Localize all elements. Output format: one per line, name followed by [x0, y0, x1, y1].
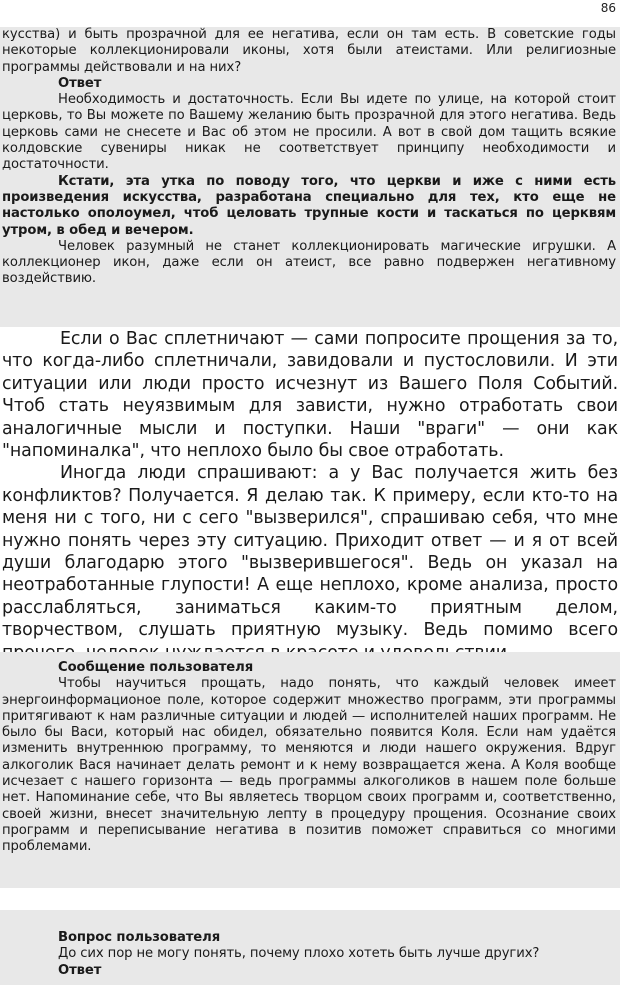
top-paragraph-1: кусства) и быть прозрачной для ее негатива, если он там есть. В советские годы некоторые коллекционировали иконы, хотя были атеистами. Или религиозные программы действовали и на них?: [2, 27, 616, 75]
top-paragraph-2: Необходимость и достаточность. Если Вы идете по улице, на которой стоит церковь, то Вы можете по Вашему желанию быть прозрачной для этого негатива. Ведь церковь сами не снесете и Вас об этом не просили. А вот в свой дом тащить всякие колдовские сувениры никак не соответствует принципу необходимости и достаточности.: [2, 92, 616, 173]
user-question-heading: Вопрос пользователя: [58, 930, 221, 945]
page-number: 86: [600, 1, 616, 15]
user-message-text: Чтобы научиться прощать, надо понять, что каждый человек имеет энергоинформационое поле, которое содержит множество программ, эти программы притягивают к нам различные ситуации и людей — исполнителей наших программ. Не было бы Васи, который нас обидел, обязательно появится Коля. Если нам удаётся изменить внутреннюю программу, то меняются и люди нашего окружения. Вдруг алкоголик Вася начинает делать ремонт и к нему возвращается жена. А Коля вообще исчезает с нашего горизонта — ведь программы алкоголиков в нашем поле больше нет. Напоминание себе, что Вы являетесь творцом своих программ и, соответственно, своей жизни, внесет значительную лепту в процедуру прощения. Осознание своих программ и переписывание негатива в позитив поможет справиться со многими проблемами.: [2, 676, 616, 855]
top-paragraph-bold: Кстати, эта утка по поводу того, что церкви и иже с ними есть произведения искусства, разработана специально для тех, кто еще не настолько ополоумел, чтоб целовать трупные кости и таскаться по церквям утром, в обед и вечером.: [2, 173, 616, 238]
answer-label: Ответ: [58, 75, 102, 91]
main-section: [0, 328, 620, 652]
main-paragraph-2: Иногда люди спрашивают: а у Вас получается жить без конфликтов? Получается. Я делаю так. К примеру, если кто-то на меня ни с того, ни с сего "вызверился", спрашиваю себя, что мне нужно понять через эту ситуацию. Приходит ответ — и я от всей души благодарю этого "вызверившегося". Ведь он указал на неотработанные глупости! А еще неплохо, кроме анализа, просто расслабляться, заниматься каким-то приятным делом, творчеством, слушать приятную музыку. Ведь помимо всего: [2, 463, 618, 641]
user-message-section: [0, 652, 620, 888]
user-message-heading: Сообщение пользователя: [58, 660, 254, 675]
user-question-text: До сих пор не могу понять, почему плохо хотеть быть лучше других?: [58, 946, 540, 962]
user-question-section: [0, 910, 620, 985]
top-section: [0, 27, 620, 327]
user-question-answer-label: Ответ: [58, 962, 102, 978]
main-paragraph-1: Если о Вас сплетничают — сами попросите прощения за то, что когда-либо сплетничали, завидовали и пустословили. И эти ситуации или люди просто исчезнут из Вашего Поля Событий. Чтоб стать неуязвимым для зависти, нужно отработать свои аналогичные мысли и поступки. Наши "враги" — они как "напоминалка", что неплохо было бы свое отработать.: [2, 329, 618, 462]
top-paragraph-4: Человек разумный не станет коллекционировать магические игрушки. А коллекционер икон, даже если он атеист, все равно подвержен негативному воздействию.: [2, 238, 616, 287]
